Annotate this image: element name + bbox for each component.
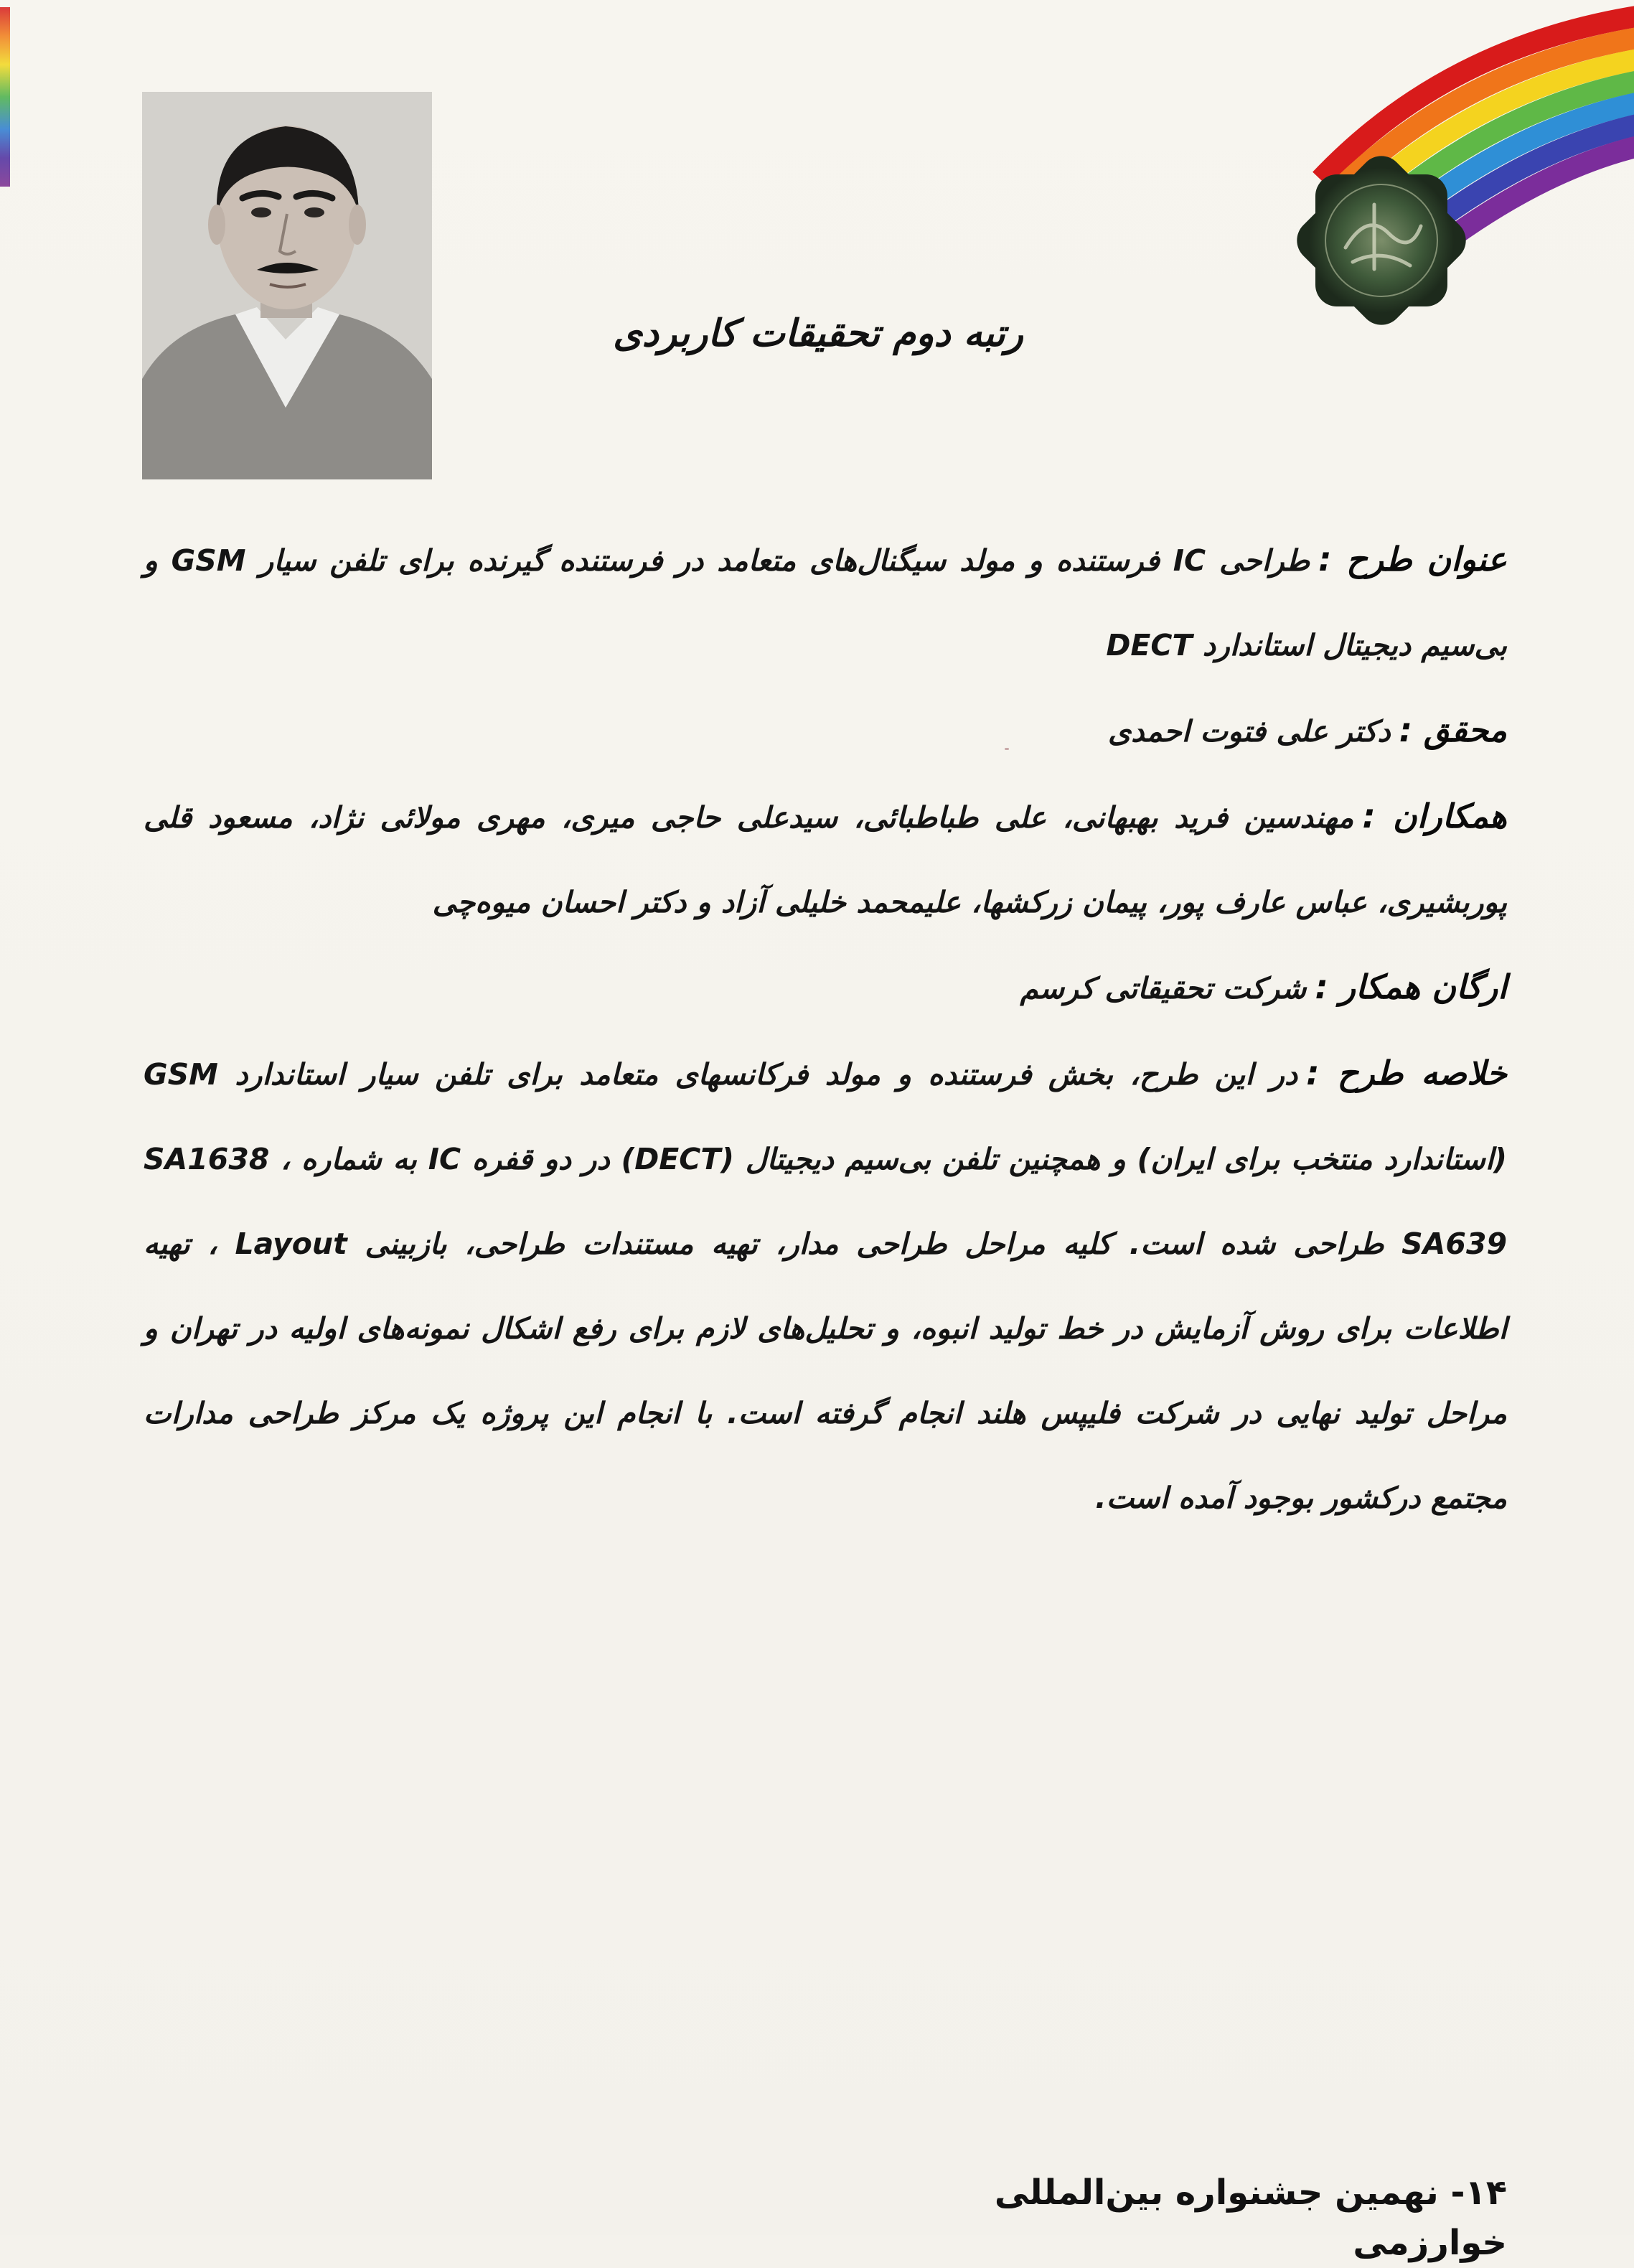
organization-label: ارگان همکار : [1315, 967, 1507, 1006]
emblem-svg [1285, 144, 1478, 337]
award-heading: رتبه دوم تحقیقات کاربردی [613, 312, 1023, 355]
researcher-name: دکتر علی فتوت احمدی [1108, 714, 1391, 749]
organization-name: شرکت تحقیقاتی کرسم [1020, 971, 1307, 1006]
page-footer: ۱۴- نهمین جشنواره بین‌المللی خوارزمی [994, 2173, 1507, 2263]
project-title-paragraph [144, 517, 1507, 688]
collaborators-label: همکاران : [1362, 797, 1507, 835]
researcher-paragraph [144, 688, 1507, 774]
researcher-label: محقق : [1399, 711, 1507, 749]
summary-label: خلاصه طرح : [1306, 1054, 1507, 1092]
project-title-label: عنوان طرح : [1318, 540, 1507, 578]
organization-paragraph [144, 945, 1507, 1031]
ink-speck [1005, 748, 1009, 750]
octagram-calligraphy-emblem-icon [1285, 144, 1478, 337]
summary-paragraph [144, 1031, 1507, 1540]
collaborators-list: مهندسین فرید بهبهانی، علی طباطبائی، سیدعلی حاجی میری، مهری مولائی نژاد، مسعود قلی پوربشیری، عباس عارف پور، پیمان زرکشها، علیمحمد خلیلی آزاد و دکتر احسان میوه‌چی [144, 800, 1507, 919]
collaborators-paragraph [144, 774, 1507, 945]
left-rainbow-edge [0, 7, 10, 187]
portrait-svg [142, 92, 432, 479]
portrait-photo [142, 92, 432, 479]
project-details [144, 517, 1507, 1540]
summary-text: در این طرح، بخش فرستنده و مولد فرکانسهای متعامد برای تلفن سیار استاندارد GSM (استاندارد منتخب برای ایران) و همچنین تلفن بی‌سیم دیجیتال (DECT) در دو قفره IC به شماره SA1638 ، SA639 طراحی شده است. کلیه مراحل طراحی مدار، تهیه مستندات طراحی، بازبینی Layout ، تهیه اطلاعات برای روش آزمایش در خط تولید انبوه، و تحلیل‌های لازم برای رفع اشکال نمونه‌های اولیه در تهران و مراحل تولید نهایی در شرکت فلیپس هلند انجام گرفته است. با انجام این پروژه یک مرکز طراحی مدارات مجتمع درکشور بوجود آمده است. [144, 1057, 1508, 1515]
project-title-text: طراحی IC فرستنده و مولد سیگنال‌های متعامد در فرستنده گیرنده برای تلفن سیار GSM و بی‌سیم دیجیتال استاندارد DECT [144, 543, 1507, 662]
